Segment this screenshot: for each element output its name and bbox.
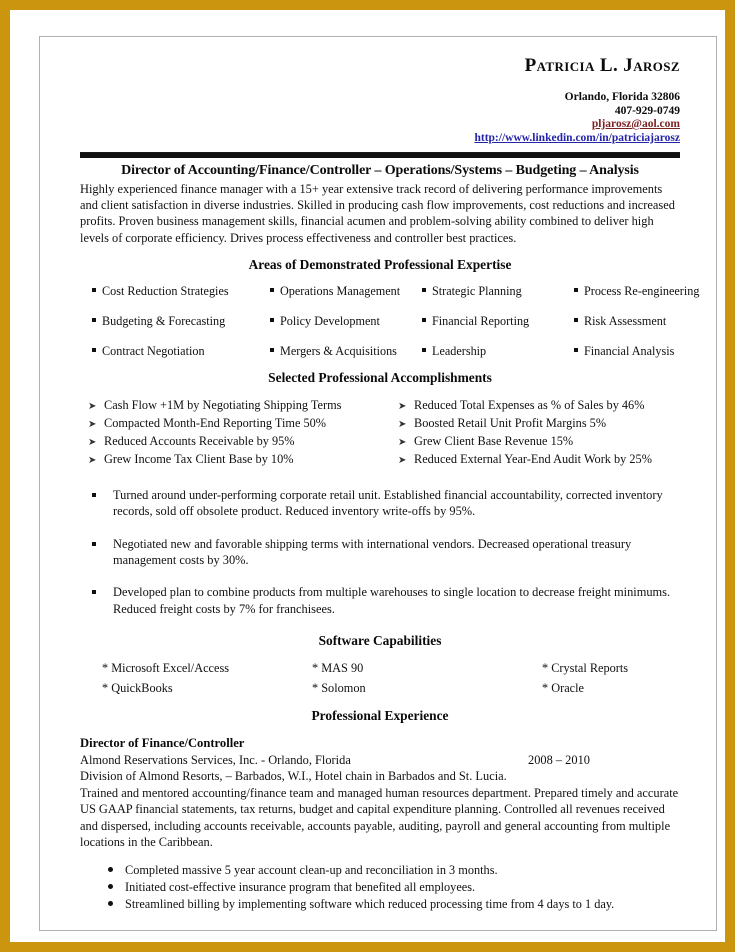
arrow-bullet-icon: ➤	[398, 400, 407, 412]
expertise-item	[574, 344, 699, 359]
square-bullet-icon	[92, 590, 96, 594]
accomplishment-label: Cash Flow +1M by Negotiating Shipping Terms	[104, 397, 342, 412]
expertise-label: Budgeting & Forecasting	[102, 313, 226, 328]
accomplishment-label: Grew Client Base Revenue 15%	[414, 433, 574, 448]
accomplishment-label: Reduced Accounts Receivable by 95%	[104, 433, 295, 448]
square-bullet-icon	[422, 348, 426, 352]
accomplishment-label: Compacted Month-End Reporting Time 50%	[104, 415, 327, 430]
accomplishment-paragraph-list	[80, 487, 680, 617]
contact-linkedin-link[interactable]: http://www.linkedin.com/in/patriciajarosz	[474, 131, 680, 144]
job-dates: 2008 – 2010	[528, 752, 590, 767]
section-title-experience: Professional Experience	[311, 708, 449, 724]
software-item: * MAS 90	[312, 661, 364, 676]
arrow-bullet-icon: ➤	[88, 454, 97, 466]
accomplishment-item	[398, 397, 680, 415]
resume-page	[39, 36, 717, 931]
accomplishment-paragraph	[80, 487, 680, 520]
expertise-item	[270, 314, 422, 329]
square-bullet-icon	[92, 348, 96, 352]
expertise-label: Process Re-engineering	[584, 283, 700, 298]
arrow-bullet-icon: ➤	[398, 454, 407, 466]
professional-summary: Highly experienced finance manager with a 15+ year extensive track record of delivering performance improvements and client satisfaction in diverse industries. Skilled in producing cash flow improvements, cost reductions and increased profits. Proven business management skills, financial acumen and problem-solving ability combined to deliver high levels of corporate efficiency. Drives process effectiveness and controller best practices.	[80, 182, 675, 245]
software-item: * Oracle	[542, 681, 584, 696]
accomplishment-item	[88, 433, 398, 451]
contact-phone: 407-929-0749	[614, 104, 680, 117]
software-item: * Solomon	[312, 681, 366, 696]
expertise-label: Financial Analysis	[584, 343, 675, 358]
expertise-item	[422, 284, 574, 299]
accomplishment-label: Reduced Total Expenses as % of Sales by 46%	[414, 397, 645, 412]
resume-content	[80, 55, 700, 912]
accomplishments-grid	[88, 397, 680, 469]
job-company-line	[80, 752, 680, 769]
job-division: Division of Almond Resorts, – Barbados, W.I., Hotel chain in Barbados and St. Lucia.	[80, 769, 507, 784]
software-item: * Crystal Reports	[542, 661, 629, 676]
expertise-item	[422, 344, 574, 359]
square-bullet-icon	[92, 493, 96, 497]
candidate-name: Patricia L. Jarosz	[524, 55, 680, 76]
square-bullet-icon	[270, 288, 274, 292]
software-grid	[102, 660, 680, 697]
experience-entry	[80, 735, 680, 912]
arrow-bullet-icon: ➤	[398, 418, 407, 430]
square-bullet-icon	[270, 318, 274, 322]
square-bullet-icon	[270, 348, 274, 352]
job-bullet	[80, 879, 680, 896]
square-bullet-icon	[422, 318, 426, 322]
expertise-item	[92, 284, 270, 299]
section-title-expertise: Areas of Demonstrated Professional Expertise	[248, 256, 512, 272]
job-bullet-text: Initiated cost-effective insurance program that benefited all employees.	[125, 879, 476, 894]
square-bullet-icon	[574, 348, 578, 352]
round-bullet-icon	[108, 867, 113, 872]
software-item: * Microsoft Excel/Access	[102, 661, 230, 676]
arrow-bullet-icon: ➤	[398, 436, 407, 448]
arrow-bullet-icon: ➤	[88, 400, 97, 412]
expertise-item	[270, 344, 422, 359]
header-divider	[80, 152, 680, 158]
expertise-label: Contract Negotiation	[102, 343, 205, 358]
expertise-grid	[92, 283, 700, 359]
round-bullet-icon	[108, 901, 113, 906]
arrow-bullet-icon: ➤	[88, 436, 97, 448]
contact-email-link[interactable]: pljarosz@aol.com	[591, 118, 680, 130]
square-bullet-icon	[92, 288, 96, 292]
job-bullet-list	[80, 862, 680, 912]
square-bullet-icon	[92, 542, 96, 546]
accomplishment-paragraph-text: Developed plan to combine products from multiple warehouses to single location to decrease freight minimums. Reduced freight costs by 7% for franchisees.	[113, 585, 671, 616]
accomplishment-item	[88, 415, 398, 433]
accomplishment-label: Boosted Retail Unit Profit Margins 5%	[414, 415, 607, 430]
accomplishment-label: Reduced External Year-End Audit Work by 25%	[414, 451, 652, 466]
expertise-item	[92, 344, 270, 359]
expertise-label: Strategic Planning	[432, 283, 522, 298]
expertise-label: Operations Management	[280, 283, 401, 298]
accomplishment-item	[398, 415, 680, 433]
expertise-item	[574, 284, 699, 299]
accomplishment-item	[398, 433, 680, 451]
expertise-item	[574, 314, 699, 329]
software-item: * QuickBooks	[102, 681, 173, 696]
expertise-label: Financial Reporting	[432, 313, 530, 328]
expertise-label: Policy Development	[280, 313, 380, 328]
round-bullet-icon	[108, 884, 113, 889]
accomplishment-paragraph	[80, 536, 680, 569]
accomplishment-paragraph-text: Negotiated new and favorable shipping terms with international vendors. Decreased operational treasury management costs by 30%.	[113, 536, 632, 568]
section-title-software: Software Capabilities	[318, 633, 442, 649]
expertise-item	[422, 314, 574, 329]
square-bullet-icon	[422, 288, 426, 292]
square-bullet-icon	[574, 318, 578, 322]
square-bullet-icon	[574, 288, 578, 292]
job-bullet-text: Completed massive 5 year account clean-up and reconciliation in 3 months.	[125, 863, 498, 878]
expertise-label: Mergers & Acquisitions	[280, 343, 397, 358]
job-bullet	[80, 862, 680, 879]
section-title-accomplishments: Selected Professional Accomplishments	[268, 369, 492, 385]
expertise-label: Cost Reduction Strategies	[102, 283, 229, 298]
expertise-label: Leadership	[432, 343, 487, 358]
expertise-item	[92, 314, 270, 329]
contact-block	[80, 91, 680, 145]
arrow-bullet-icon: ➤	[88, 418, 97, 430]
job-bullet	[80, 896, 680, 913]
job-company: Almond Reservations Services, Inc. - Orlando, Florida	[80, 752, 351, 767]
accomplishment-item	[88, 451, 398, 469]
accomplishment-item	[88, 397, 398, 415]
professional-headline: Director of Accounting/Finance/Controller – Operations/Systems – Budgeting – Analysis	[121, 163, 639, 178]
accomplishment-paragraph-text: Turned around under-performing corporate retail unit. Established financial accountability, corrected inventory records, sold off obsolete product. Reduced inventory write-offs by 95%.	[113, 487, 663, 519]
square-bullet-icon	[92, 318, 96, 322]
contact-location: Orlando, Florida 32806	[564, 91, 680, 103]
expertise-item	[270, 284, 422, 299]
job-bullet-text: Streamlined billing by implementing software which reduced processing time from 4 days to 1 day.	[125, 896, 615, 911]
accomplishment-paragraph	[80, 584, 680, 617]
job-description: Trained and mentored accounting/finance team and managed human resources department. Prepared timely and accurate US GAAP financial statements, tax returns, budget and capital expenditure planning. Controlled all revenues received and dispersed, including accounts receivable, accounts payable, auditing, payroll and general accounting from multiple locations in the Caribbean.	[80, 785, 679, 849]
accomplishment-item	[398, 451, 680, 469]
job-title: Director of Finance/Controller	[80, 736, 245, 751]
accomplishment-label: Grew Income Tax Client Base by 10%	[104, 451, 294, 466]
expertise-label: Risk Assessment	[584, 313, 667, 328]
